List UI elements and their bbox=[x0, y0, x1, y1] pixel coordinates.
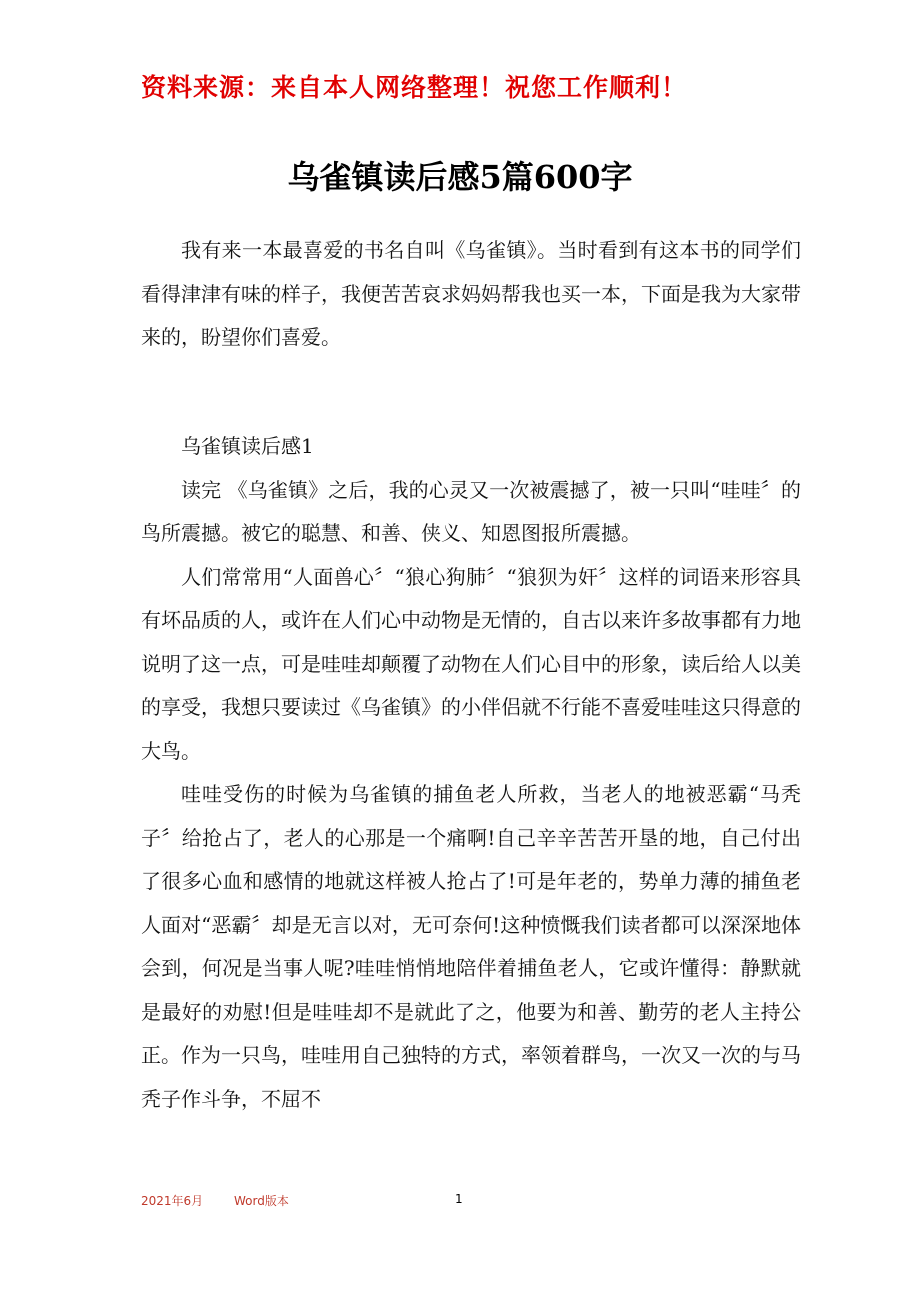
intro-paragraph: 我有来一本最喜爱的书名自叫《乌雀镇》。当时看到有这本书的同学们看得津津有味的样子，我便苦苦哀求妈妈帮我也买一本，下面是我为大家带来的，盼望你们喜爱。 bbox=[141, 238, 801, 349]
document-title: 乌雀镇读后感5篇600字 bbox=[287, 158, 633, 196]
source-note: 资料来源：来自本人网络整理！祝您工作顺利！ bbox=[141, 73, 688, 102]
section-heading: 乌雀镇读后感1 bbox=[181, 434, 314, 458]
footer-version: Word版本 bbox=[234, 1194, 289, 1208]
body-paragraph: 读完 《乌雀镇》之后，我的心灵又一次被震撼了，被一只叫“哇哇〞的鸟所震撼。被它的聪慧、和善、侠义、知恩图报所震撼。 bbox=[141, 477, 801, 545]
body-paragraph: 哇哇受伤的时候为乌雀镇的捕鱼老人所救，当老人的地被恶霸“马秃子〞给抢占了，老人的心那是一个痛啊!自己辛辛苦苦开垦的地，自己付出了很多心血和感情的地就这样被人抢占了!可是年老的，势单力薄的捕鱼老人面对“恶霸〞却是无言以对，无可奈何!这种愤慨我们读者都可以深深地体会到，何况是当事人呢?哇哇悄悄地陪伴着捕鱼老人，它或许懂得：静默就是最好的劝慰!但是哇哇却不是就此了之，他要为和善、勤劳的老人主持公正。作为一只鸟，哇哇用自己独特的方式，率领着群鸟，一次又一次的与马秃子作斗争，不屈不 bbox=[141, 782, 801, 1111]
page-number: 1 bbox=[455, 1192, 463, 1206]
footer-date: 2021年6月 bbox=[141, 1194, 204, 1208]
intro-block bbox=[141, 229, 801, 360]
section-block bbox=[141, 425, 801, 1121]
body-paragraph: 人们常常用“人面兽心〞“狼心狗肺〞“狼狈为奸〞这样的词语来形容具有坏品质的人，或许在人们心中动物是无情的，自古以来许多故事都有力地说明了这一点，可是哇哇却颠覆了动物在人们心目中的形象，读后给人以美的享受，我想只要读过《乌雀镇》的小伴侣就不行能不喜爱哇哇这只得意的大鸟。 bbox=[141, 564, 801, 763]
